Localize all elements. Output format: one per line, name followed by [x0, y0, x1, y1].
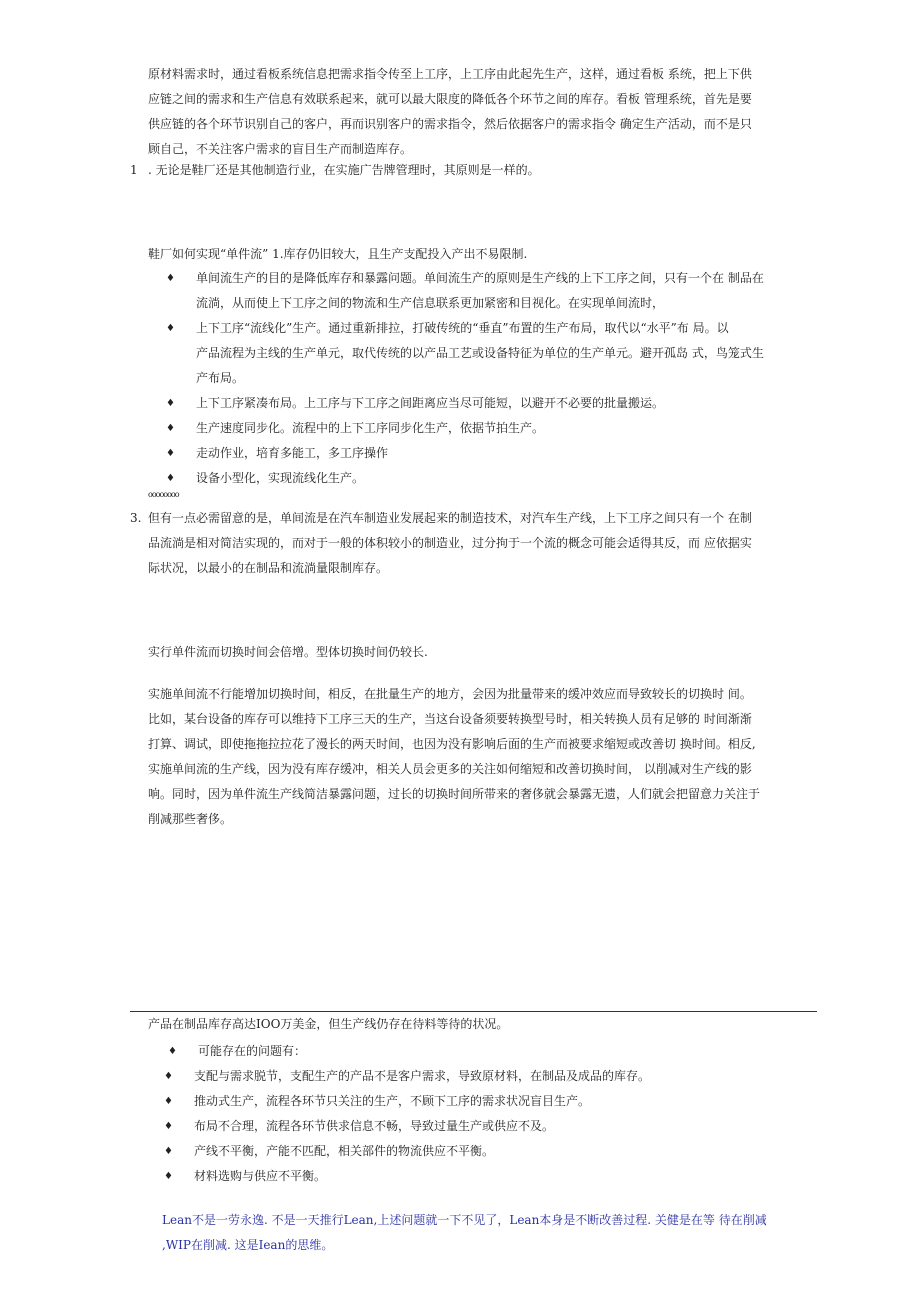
lean-line: ,WIP在削减. 这是Iean的思维。 [162, 1238, 334, 1252]
intro-line: 原材料需求时，通过看板系统信息把需求指令传至上工序，上工序由此起先生产，这样，通过看板 系统，把上下供 [148, 67, 752, 81]
item3-line: 但有一点必需留意的是，单间流是在汽车制造业发展起来的制造技术，对汽车生产线，上下工序之间只有一个 在制 [148, 511, 752, 525]
diamond-bullet-icon: ♦ [166, 323, 175, 334]
diamond-bullet-icon: ♦ [168, 1046, 177, 1057]
lean-line: Lean不是一劳永逸. 不是一天推行Lean,上述问题就一下不见了，Lean本身是不断改善过程. 关健是在等 待在削减 [162, 1213, 767, 1227]
intro-line: 顾自己，不关注客户需求的盲目生产而制造库存。 [148, 142, 413, 156]
list-item [158, 1114, 818, 1139]
bullet-line: 单间流生产的目的是降低库存和暴露问题。单间流生产的原则是生产线的上下工序之间，只有一个在 制品在 [196, 271, 764, 285]
switch-line: 实施单间流不行能增加切换时间，相反，在批量生产的地方，会因为批量带来的缓冲效应而导致较长的切换时 间。 [148, 687, 752, 701]
bullet-line: 产线不平衡，产能不匹配，相关部件的物流供应不平衡。 [194, 1144, 495, 1158]
diamond-bullet-icon: ♦ [166, 398, 175, 409]
bullet-line: 上下工序紧凑布局。上工序与下工序之间距离应当尽可能短，以避开不必要的批量搬运。 [196, 396, 665, 410]
bullet-line: 设备小型化，实现流线化生产。 [196, 471, 365, 485]
bullet-line: 产品流程为主线的生产单元，取代传统的以产品工艺或设备特征为单位的生产单元。避开孤岛 式，鸟笼式生 [196, 346, 764, 360]
item1-number: 1 [130, 163, 138, 177]
single-flow-bullets [160, 266, 820, 491]
list-item [162, 1039, 822, 1064]
list-item [158, 1139, 818, 1164]
list-item [160, 391, 820, 416]
problems-bullets [158, 1064, 818, 1189]
diamond-bullet-icon: ♦ [166, 448, 175, 459]
switch-heading: 实行单件流而切换时间会倍增。型体切换时间仍较长. [148, 645, 428, 659]
bullet-line: 材料选购与供应不平衡。 [194, 1169, 327, 1183]
bullet-line: 支配与需求脱节，支配生产的产品不是客户需求，导致原材料，在制品及成品的库存。 [194, 1069, 651, 1083]
list-item [160, 416, 820, 441]
diamond-bullet-icon: ♦ [166, 273, 175, 284]
item3-number: 3. [130, 511, 142, 525]
item3-paragraph [148, 506, 820, 581]
intro-line: 应链之间的需求和生产信息有效联系起来，就可以最大限度的降低各个环节之间的库存。看板 管理系统，首先是要 [148, 92, 752, 106]
lean-note [162, 1208, 834, 1258]
shoe-heading: 鞋厂如何实现“单件流” 1.库存仍旧较大，且生产支配投入产出不易限制. [148, 247, 528, 261]
item1-text: . 无论是鞋厂还是其他制造行业，在实施广告牌管理时，其原则是一样的。 [148, 163, 540, 177]
list-item [160, 441, 820, 466]
diamond-bullet-icon: ♦ [164, 1146, 173, 1157]
switch-paragraph [148, 682, 820, 832]
diamond-bullet-icon: ♦ [164, 1171, 173, 1182]
bullet-line: 流淌，从而使上下工序之间的物流和生产信息联系更加紧密和目视化。在实现单间流时， [196, 296, 665, 310]
list-item [160, 466, 820, 491]
problems-label: 可能存在的问题有： [198, 1044, 307, 1058]
diamond-bullet-icon: ♦ [166, 423, 175, 434]
list-item [158, 1064, 818, 1089]
diamond-bullet-icon: ♦ [166, 473, 175, 484]
switch-line: 响。同时，因为单件流生产线简洁暴露问题，过长的切换时间所带来的奢侈就会暴露无遗，人们就会把留意力关注于 [148, 787, 761, 801]
intro-line: 供应链的各个环节识别自己的客户，再而识别客户的需求指令，然后依据客户的需求指令 确定生产活动，而不是只 [148, 117, 752, 131]
bullet-line: 生产速度同步化。流程中的上下工序同步化生产，依据节拍生产。 [196, 421, 545, 435]
list-item [158, 1164, 818, 1189]
bullet-line: 上下工序“流线化”生产。通过重新排拉，打破传统的“垂直”布置的生产布局，取代以“水平”布 局。以 [196, 321, 729, 335]
wip-heading: 产品在制品库存高达IOO万美金，但生产线仍存在待料等待的状况。 [148, 1017, 509, 1031]
item3-line: 际状况，以最小的在制品和流淌量限制库存。 [148, 561, 389, 575]
list-item [158, 1089, 818, 1114]
switch-line: 实施单间流的生产线，因为没有库存缓冲，相关人员会更多的关注如何缩短和改善切换时间， 以削减对生产线的影 [148, 762, 752, 776]
dots-marker: oooooooo [148, 490, 179, 499]
bullet-line: 推动式生产，流程各环节只关注的生产，不顾下工序的需求状况盲目生产。 [194, 1094, 591, 1108]
switch-line: 打算、调试，即使拖拖拉拉花了漫长的两天时间，也因为没有影响后面的生产而被要求缩短或改善切 换时间。相反, [148, 737, 756, 751]
bullet-line: 布局不合理，流程各环节供求信息不畅，导致过量生产或供应不及。 [194, 1119, 555, 1133]
diamond-bullet-icon: ♦ [164, 1071, 173, 1082]
switch-line: 比如，某台设备的库存可以维持下工序三天的生产，当这台设备须要转换型号时，相关转换人员有足够的 时间渐渐 [148, 712, 752, 726]
diamond-bullet-icon: ♦ [164, 1096, 173, 1107]
list-item [160, 266, 820, 316]
bullet-line: 产布局。 [196, 371, 245, 385]
diamond-bullet-icon: ♦ [164, 1121, 173, 1132]
bullet-line: 走动作业，培育多能工，多工序操作 [196, 446, 389, 460]
intro-paragraph [148, 62, 820, 162]
switch-line: 削减那些奢侈。 [148, 812, 233, 826]
problems-label-list [162, 1039, 822, 1064]
list-item [160, 316, 820, 391]
item3-line: 品流淌是相对简洁实现的，而对于一般的体积较小的制造业，过分拘于一个流的概念可能会适得其反，而 应依据实 [148, 536, 752, 550]
